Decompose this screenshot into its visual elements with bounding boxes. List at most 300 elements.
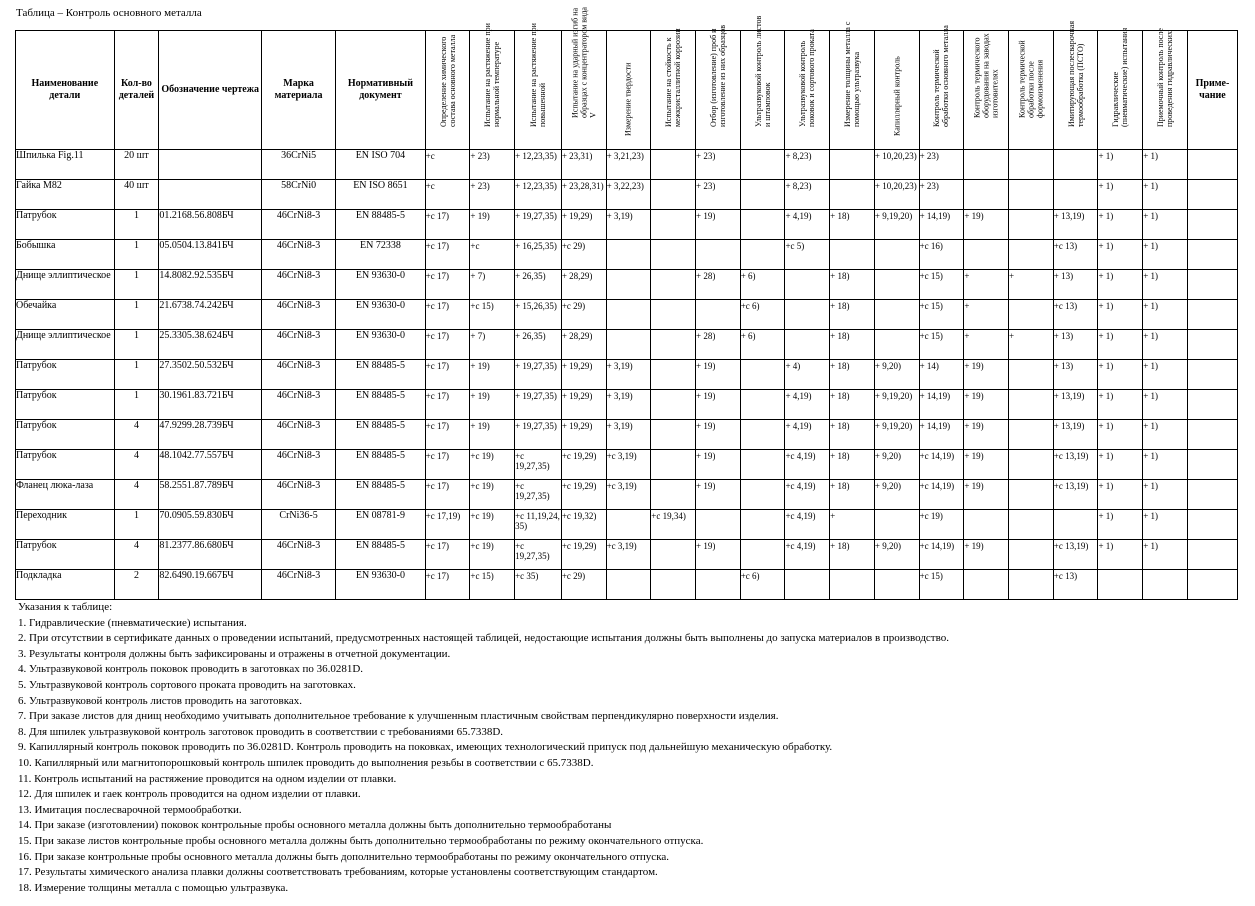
cell-test-mark [740, 450, 785, 480]
note-item: 8. Для шпилек ультразвуковой контроль заготовок проводить в соответствии с требованиями 65.7338D. [18, 725, 504, 738]
notes-title: Указания к таблице: [18, 601, 113, 613]
cell-test-mark [964, 180, 1009, 210]
cell-test-mark [740, 360, 785, 390]
cell-test-mark: + 7) [470, 270, 515, 300]
cell-qty: 1 [114, 210, 159, 240]
cell-norm: EN ISO 704 [336, 150, 425, 180]
note-item: 17. Результаты химического анализа плавки должны соответствовать требованиям, которые установлены соответствующим стандартом. [18, 866, 658, 879]
cell-qty: 1 [114, 270, 159, 300]
cell-grade: 46CrNi8-3 [262, 480, 336, 510]
cell-grade: 46CrNi8-3 [262, 420, 336, 450]
cell-test-mark: +c 17) [425, 270, 470, 300]
cell-test-mark: +c 11,19,24, 35) [515, 510, 562, 540]
cell-test-mark [651, 150, 696, 180]
cell-test-mark: + 19) [964, 420, 1009, 450]
cell-test-mark: + 10,20,23) [874, 150, 919, 180]
cell-test-mark: + 1) [1143, 540, 1188, 570]
cell-drawing: 81.2377.86.680БЧ [159, 540, 262, 570]
cell-test-mark: +c 13,19) [1053, 540, 1098, 570]
note-item: 18. Измерение толщины металла с помощью ультразвука. [18, 881, 289, 894]
cell-test-mark [1009, 180, 1054, 210]
cell-test-mark: + 14,19) [919, 420, 964, 450]
cell-test-mark: + 23) [696, 150, 741, 180]
cell-test-mark: + 4,19) [785, 390, 830, 420]
cell-test-mark: + 19) [470, 210, 515, 240]
cell-test-mark: + 18) [830, 210, 875, 240]
cell-test-mark: +c 16) [919, 240, 964, 270]
table-row [16, 240, 1238, 270]
header-norm: Нормативный документ [336, 31, 425, 150]
cell-norm: EN 88485-5 [336, 540, 425, 570]
table-row [16, 270, 1238, 300]
cell-test-mark: + 19) [470, 420, 515, 450]
table-row [16, 150, 1238, 180]
header-test: Приемочный контроль после проведения гидравлических [1143, 31, 1188, 150]
cell-qty: 1 [114, 510, 159, 540]
table-row [16, 510, 1238, 540]
cell-test-mark [785, 570, 830, 600]
cell-test-mark: + 1) [1143, 480, 1188, 510]
cell-test-mark: + 23) [919, 150, 964, 180]
cell-norm: EN 93630-0 [336, 330, 425, 360]
header-test: Измерение толщины металла с помощью ультразвука [830, 31, 875, 150]
cell-test-mark: + 13) [1053, 330, 1098, 360]
cell-test-mark: + 19,27,35) [515, 420, 562, 450]
cell-test-mark [651, 390, 696, 420]
cell-test-mark: + 19) [696, 210, 741, 240]
cell-test-mark: + 9,20) [874, 360, 919, 390]
cell-test-mark: +c 3,19) [606, 540, 651, 570]
cell-test-mark [1053, 180, 1098, 210]
cell-test-mark: + 18) [830, 270, 875, 300]
cell-grade: 46CrNi8-3 [262, 330, 336, 360]
cell-test-mark [1009, 510, 1054, 540]
header-note: Приме-чание [1187, 31, 1237, 150]
cell-name: Фланец люка-лаза [16, 480, 115, 510]
cell-test-mark: + 16,25,35) [515, 240, 562, 270]
header-test: Контроль термической обработки основного металла [919, 31, 964, 150]
cell-test-mark [740, 540, 785, 570]
cell-test-mark: + 1) [1098, 420, 1143, 450]
cell-grade: 46CrNi8-3 [262, 570, 336, 600]
cell-test-mark: +c 3,19) [606, 480, 651, 510]
cell-test-mark: +c 17) [425, 480, 470, 510]
cell-test-mark: + 18) [830, 360, 875, 390]
cell-test-mark: + 1) [1098, 330, 1143, 360]
cell-note [1187, 510, 1237, 540]
cell-test-mark: +c 6) [740, 300, 785, 330]
cell-test-mark: +c 19) [919, 510, 964, 540]
cell-test-mark: + 28,29) [561, 330, 606, 360]
cell-qty: 1 [114, 330, 159, 360]
cell-test-mark: + [964, 300, 1009, 330]
cell-test-mark [696, 570, 741, 600]
cell-test-mark: +c 29) [561, 300, 606, 330]
cell-note [1187, 180, 1237, 210]
cell-test-mark: + 18) [830, 450, 875, 480]
cell-test-mark: +c 15) [470, 300, 515, 330]
cell-test-mark: +c 15) [919, 330, 964, 360]
cell-test-mark: +c 14,19) [919, 540, 964, 570]
cell-test-mark [696, 300, 741, 330]
cell-test-mark: + 1) [1098, 300, 1143, 330]
cell-test-mark [830, 180, 875, 210]
cell-test-mark: + 4,19) [785, 420, 830, 450]
cell-test-mark: + 1) [1143, 300, 1188, 330]
cell-test-mark [606, 510, 651, 540]
cell-test-mark: + 19) [696, 360, 741, 390]
cell-qty: 20 шт [114, 150, 159, 180]
cell-test-mark: + 13,19) [1053, 420, 1098, 450]
cell-test-mark: +c 19,27,35) [515, 450, 562, 480]
cell-test-mark: +c 3,19) [606, 450, 651, 480]
cell-test-mark: + 28) [696, 270, 741, 300]
header-name: Наименование детали [16, 31, 115, 150]
cell-test-mark [1053, 150, 1098, 180]
cell-test-mark [964, 150, 1009, 180]
cell-test-mark [785, 300, 830, 330]
note-item: 4. Ультразвуковой контроль поковок проводить в заготовках по 36.0281D. [18, 663, 364, 676]
cell-test-mark [651, 240, 696, 270]
cell-test-mark: + 3,19) [606, 210, 651, 240]
cell-test-mark: +c 17) [425, 420, 470, 450]
cell-test-mark: + 18) [830, 390, 875, 420]
cell-test-mark: + [964, 330, 1009, 360]
cell-test-mark: + 4,19) [785, 210, 830, 240]
cell-test-mark [696, 240, 741, 270]
cell-test-mark: + 1) [1143, 450, 1188, 480]
cell-norm: EN 88485-5 [336, 480, 425, 510]
cell-norm: EN 88485-5 [336, 420, 425, 450]
cell-test-mark: + 1) [1143, 240, 1188, 270]
cell-test-mark: + 19,27,35) [515, 390, 562, 420]
cell-drawing: 05.0504.13.841БЧ [159, 240, 262, 270]
cell-test-mark: +c [425, 180, 470, 210]
cell-name: Патрубок [16, 450, 115, 480]
cell-test-mark: + 23) [470, 180, 515, 210]
cell-test-mark: + 14) [919, 360, 964, 390]
cell-test-mark: + 1) [1098, 510, 1143, 540]
cell-test-mark: + 19) [964, 360, 1009, 390]
cell-name: Обечайка [16, 300, 115, 330]
cell-note [1187, 360, 1237, 390]
cell-test-mark: +c [425, 150, 470, 180]
cell-drawing [159, 180, 262, 210]
cell-test-mark: +c 19,29) [561, 450, 606, 480]
cell-test-mark: + 14,19) [919, 210, 964, 240]
header-test: Гидравлические (пневматические) испытания [1098, 31, 1143, 150]
cell-test-mark [874, 330, 919, 360]
cell-test-mark: + 28,29) [561, 270, 606, 300]
cell-test-mark: + 3,19) [606, 420, 651, 450]
cell-test-mark: + 8,23) [785, 180, 830, 210]
header-test: Контроль термического оборудования на заводах изготовителях [964, 31, 1009, 150]
cell-test-mark: + 19,29) [561, 420, 606, 450]
cell-test-mark: +c [470, 240, 515, 270]
cell-test-mark: + 1) [1098, 480, 1143, 510]
cell-test-mark [651, 330, 696, 360]
cell-test-mark: + 1) [1098, 150, 1143, 180]
header-test: Испытание на стойкость к межкристаллитной коррозии [651, 31, 696, 150]
cell-note [1187, 420, 1237, 450]
cell-test-mark [740, 210, 785, 240]
cell-test-mark: + 1) [1098, 390, 1143, 420]
header-test: Определение химического состава основного металла [425, 31, 470, 150]
cell-test-mark: +c 17) [425, 540, 470, 570]
cell-grade: 46CrNi8-3 [262, 390, 336, 420]
cell-note [1187, 150, 1237, 180]
cell-name: Подкладка [16, 570, 115, 600]
cell-test-mark: +c 13,19) [1053, 480, 1098, 510]
cell-test-mark [964, 240, 1009, 270]
cell-test-mark [830, 150, 875, 180]
cell-test-mark: + 19) [964, 450, 1009, 480]
cell-test-mark: +c 6) [740, 570, 785, 600]
cell-test-mark [1009, 360, 1054, 390]
cell-test-mark [651, 300, 696, 330]
cell-test-mark [740, 420, 785, 450]
cell-test-mark [606, 240, 651, 270]
note-item: 15. При заказе листов контрольные пробы основного металла должны быть дополнительно термообработаны по режиму окончательного отпуска. [18, 834, 704, 847]
header-grade: Марка материала [262, 31, 336, 150]
cell-test-mark: + 9,19,20) [874, 210, 919, 240]
cell-test-mark: + 12,23,35) [515, 150, 562, 180]
cell-test-mark: + 1) [1098, 450, 1143, 480]
header-test: Испытание на ударный изгиб на образцах с концентратором вида V [561, 31, 606, 150]
cell-test-mark [1009, 240, 1054, 270]
cell-drawing [159, 150, 262, 180]
cell-test-mark [1009, 480, 1054, 510]
cell-test-mark [1009, 540, 1054, 570]
cell-test-mark: + 6) [740, 330, 785, 360]
note-item: 6. Ультразвуковой контроль листов проводить на заготовках. [18, 694, 303, 707]
cell-qty: 4 [114, 450, 159, 480]
cell-test-mark [964, 570, 1009, 600]
cell-grade: 46CrNi8-3 [262, 210, 336, 240]
cell-test-mark: +c 19) [470, 450, 515, 480]
note-item: 1. Гидравлические (пневматические) испытания. [18, 616, 247, 629]
cell-test-mark [651, 270, 696, 300]
table-row [16, 300, 1238, 330]
note-item: 9. Капиллярный контроль поковок проводить по 36.0281D. Контроль проводить на поковках, имеющих технологический припуск под дальнейшую механическую обработку. [18, 741, 833, 754]
cell-test-mark: + 9,20) [874, 480, 919, 510]
cell-test-mark: + 1) [1143, 510, 1188, 540]
cell-note [1187, 330, 1237, 360]
cell-test-mark: +c 4,19) [785, 450, 830, 480]
cell-note [1187, 540, 1237, 570]
cell-test-mark: +c 14,19) [919, 450, 964, 480]
cell-test-mark [874, 270, 919, 300]
cell-name: Патрубок [16, 420, 115, 450]
cell-note [1187, 480, 1237, 510]
cell-norm: EN ISO 8651 [336, 180, 425, 210]
cell-test-mark: + 23) [470, 150, 515, 180]
cell-test-mark: + 19) [470, 390, 515, 420]
cell-name: Патрубок [16, 390, 115, 420]
cell-norm: EN 72338 [336, 240, 425, 270]
cell-test-mark: + 19) [964, 210, 1009, 240]
cell-test-mark: +c 13,19) [1053, 450, 1098, 480]
cell-test-mark: + 1) [1143, 210, 1188, 240]
cell-test-mark: + 18) [830, 480, 875, 510]
cell-test-mark [1053, 510, 1098, 540]
cell-test-mark [1143, 570, 1188, 600]
cell-note [1187, 390, 1237, 420]
cell-test-mark [874, 300, 919, 330]
cell-test-mark [1009, 450, 1054, 480]
cell-name: Патрубок [16, 210, 115, 240]
cell-test-mark: +c 19,27,35) [515, 540, 562, 570]
cell-test-mark [740, 390, 785, 420]
cell-name: Бобышка [16, 240, 115, 270]
table-title: Таблица – Контроль основного металла [16, 7, 202, 19]
table-body [16, 150, 1238, 600]
cell-qty: 1 [114, 390, 159, 420]
cell-test-mark [1009, 570, 1054, 600]
cell-grade: 46CrNi8-3 [262, 360, 336, 390]
cell-test-mark: + 14,19) [919, 390, 964, 420]
cell-test-mark: + 23) [696, 180, 741, 210]
cell-test-mark: +c 19) [470, 510, 515, 540]
cell-test-mark [740, 150, 785, 180]
cell-test-mark: + 23) [919, 180, 964, 210]
cell-test-mark [874, 240, 919, 270]
cell-norm: EN 88485-5 [336, 450, 425, 480]
cell-test-mark: + [964, 270, 1009, 300]
cell-note [1187, 570, 1237, 600]
cell-test-mark: + 23,31) [561, 150, 606, 180]
cell-test-mark: + 1) [1098, 360, 1143, 390]
cell-test-mark [606, 270, 651, 300]
cell-name: Шпилька Fig.11 [16, 150, 115, 180]
cell-test-mark [740, 240, 785, 270]
cell-test-mark: +c 17) [425, 570, 470, 600]
cell-test-mark [830, 240, 875, 270]
cell-test-mark: + 12,23,35) [515, 180, 562, 210]
cell-note [1187, 210, 1237, 240]
cell-test-mark: + 19) [964, 390, 1009, 420]
header-row [16, 31, 1238, 150]
cell-test-mark: + 10,20,23) [874, 180, 919, 210]
note-item: 12. Для шпилек и гаек контроль проводится на одном изделии от плавки. [18, 788, 361, 801]
cell-grade: 58CrNi0 [262, 180, 336, 210]
cell-norm: EN 93630-0 [336, 270, 425, 300]
cell-grade: 46CrNi8-3 [262, 300, 336, 330]
cell-test-mark: + 8,23) [785, 150, 830, 180]
cell-note [1187, 270, 1237, 300]
header-test: Испытание на растяжение при нормальной температуре [470, 31, 515, 150]
table-row [16, 180, 1238, 210]
cell-qty: 1 [114, 360, 159, 390]
cell-test-mark: + [1009, 270, 1054, 300]
cell-note [1187, 300, 1237, 330]
note-item: 5. Ультразвуковой контроль сортового проката проводить на заготовках. [18, 678, 356, 691]
cell-test-mark: + 18) [830, 420, 875, 450]
cell-qty: 2 [114, 570, 159, 600]
cell-test-mark [651, 570, 696, 600]
cell-test-mark: + 13) [1053, 270, 1098, 300]
cell-norm: EN 08781-9 [336, 510, 425, 540]
cell-test-mark: + [1009, 330, 1054, 360]
cell-grade: 46CrNi8-3 [262, 240, 336, 270]
cell-test-mark: + 19) [470, 360, 515, 390]
cell-test-mark: +c 4,19) [785, 480, 830, 510]
cell-test-mark [651, 360, 696, 390]
note-item: 16. При заказе контрольные пробы основного металла должны быть дополнительно термообработаны по режиму окончательного отпуска. [18, 850, 669, 863]
cell-test-mark [651, 210, 696, 240]
cell-test-mark: + 13,19) [1053, 390, 1098, 420]
cell-qty: 4 [114, 480, 159, 510]
cell-name: Переходник [16, 510, 115, 540]
header-test: Капиллярный контроль [874, 31, 919, 150]
cell-grade: 46CrNi8-3 [262, 540, 336, 570]
cell-grade: 46CrNi8-3 [262, 270, 336, 300]
cell-test-mark: + 15,26,35) [515, 300, 562, 330]
cell-test-mark: +c 17) [425, 390, 470, 420]
note-item: 10. Капиллярный или магнитопорошковый контроль шпилек проводить до выполнения резьбы в соответствии с 65.7338D. [18, 756, 594, 769]
cell-drawing: 47.9299.28.739БЧ [159, 420, 262, 450]
cell-test-mark: + 1) [1143, 360, 1188, 390]
cell-test-mark: +c 14,19) [919, 480, 964, 510]
cell-test-mark: +c 17) [425, 300, 470, 330]
cell-test-mark: + 1) [1098, 210, 1143, 240]
cell-test-mark [651, 180, 696, 210]
cell-drawing: 01.2168.56.808БЧ [159, 210, 262, 240]
cell-test-mark: +c 29) [561, 570, 606, 600]
cell-test-mark: + 1) [1098, 270, 1143, 300]
cell-test-mark [874, 510, 919, 540]
table-row [16, 480, 1238, 510]
cell-test-mark: + 4) [785, 360, 830, 390]
table-row [16, 330, 1238, 360]
header-test: Ультразвуковой контроль листов и штамповок [740, 31, 785, 150]
cell-test-mark [651, 420, 696, 450]
cell-test-mark: +c 19,34) [651, 510, 696, 540]
header-test: Испытание на растяжение при повышенной [515, 31, 562, 150]
cell-test-mark: + 1) [1098, 540, 1143, 570]
cell-name: Патрубок [16, 540, 115, 570]
cell-test-mark: + 19,29) [561, 210, 606, 240]
cell-test-mark: + 13) [1053, 360, 1098, 390]
cell-test-mark: +c 17) [425, 210, 470, 240]
cell-test-mark [785, 330, 830, 360]
cell-test-mark: +c 19,32) [561, 510, 606, 540]
cell-test-mark: + 26,35) [515, 330, 562, 360]
cell-test-mark [1009, 390, 1054, 420]
cell-test-mark: + 19) [964, 480, 1009, 510]
cell-test-mark: + 9,19,20) [874, 420, 919, 450]
notes-list [18, 616, 949, 897]
cell-drawing: 14.8082.92.535БЧ [159, 270, 262, 300]
note-item: 7. При заказе листов для днищ необходимо учитывать дополнительное требование к улучшенным пластичным свойствам перпендикулярно поверхности изделия. [18, 710, 779, 723]
cell-test-mark [1009, 420, 1054, 450]
header-test: Измерение твердости [606, 31, 651, 150]
cell-test-mark: + 1) [1098, 180, 1143, 210]
cell-norm: EN 93630-0 [336, 300, 425, 330]
cell-grade: CrNi36-5 [262, 510, 336, 540]
table-row [16, 390, 1238, 420]
cell-test-mark: + 3,19) [606, 360, 651, 390]
cell-norm: EN 88485-5 [336, 390, 425, 420]
cell-test-mark: + 1) [1143, 180, 1188, 210]
cell-test-mark: + 1) [1143, 420, 1188, 450]
note-item: 11. Контроль испытаний на растяжение проводится на одном изделии от плавки. [18, 772, 397, 785]
cell-test-mark: +c 13) [1053, 240, 1098, 270]
cell-drawing: 25.3305.38.624БЧ [159, 330, 262, 360]
cell-test-mark: +c 4,19) [785, 510, 830, 540]
cell-test-mark: + 9,20) [874, 450, 919, 480]
cell-norm: EN 88485-5 [336, 360, 425, 390]
